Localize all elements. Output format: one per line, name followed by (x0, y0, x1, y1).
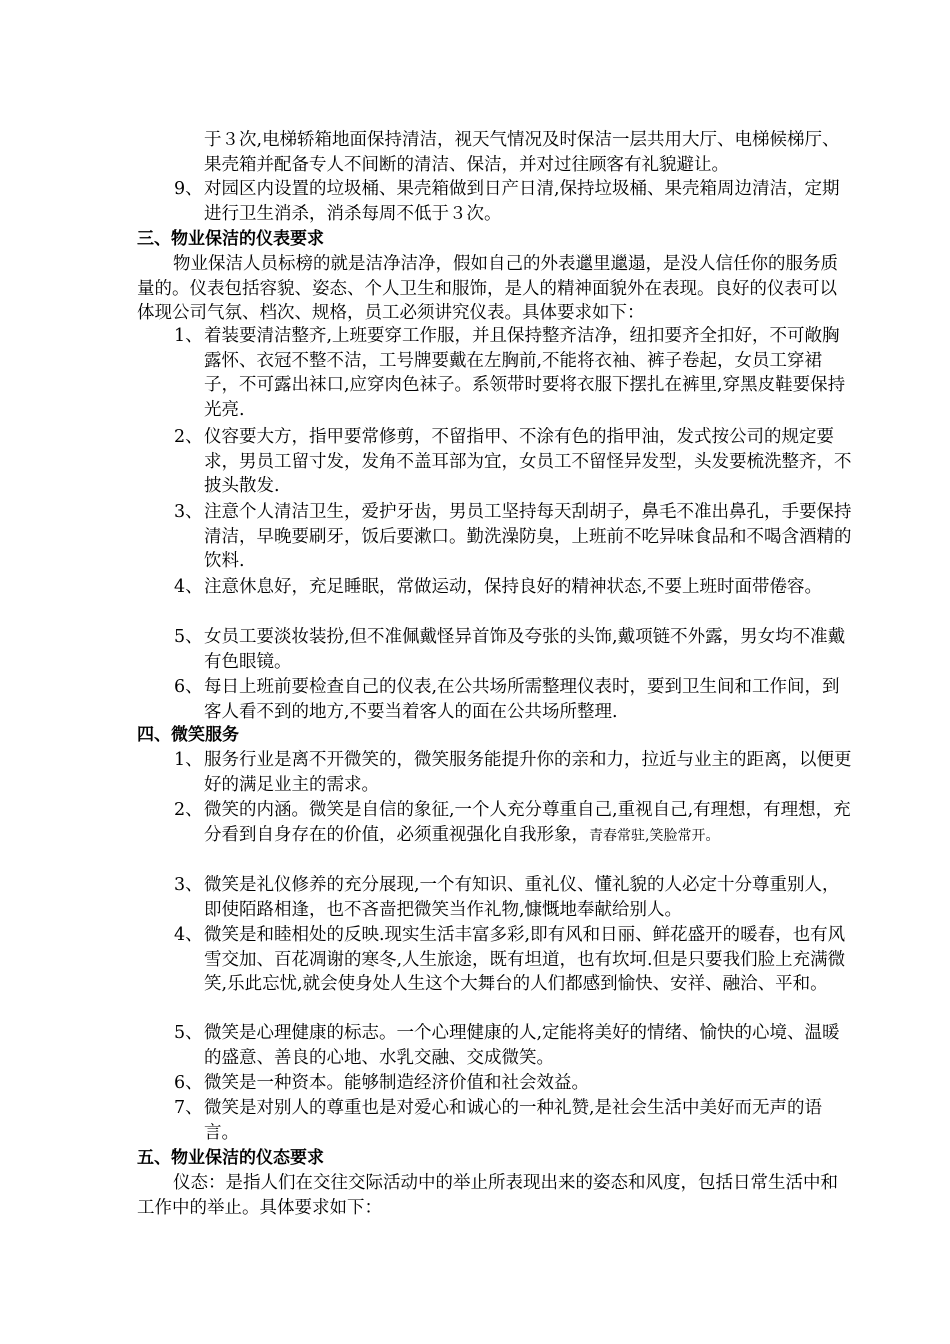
item-number: 4、 (174, 577, 203, 597)
item-number: 3、 (174, 875, 203, 895)
list-item (174, 798, 854, 848)
item-number: 2、 (174, 800, 203, 820)
list-item (174, 500, 854, 574)
item-number: 9、 (174, 179, 203, 199)
item-text: 对园区内设置的垃圾桶、果壳箱做到日产日清,保持垃圾桶、果壳箱周边清洁，定期进行卫生消杀，消杀每周不低于３次。 (204, 179, 840, 224)
list-item (174, 177, 854, 226)
item-text: 女员工要淡妆装扮,但不准佩戴怪异首饰及夸张的头饰,戴项链不外露，男女均不准戴有色眼镜。 (204, 627, 846, 672)
continued-item-text: 于３次,电梯轿箱地面保持清洁，视天气情况及时保洁一层共用大厅、电梯候梯厅、果壳箱并配备专人不间断的清洁、保洁，并对过往顾客有礼貌避让。 (204, 130, 840, 175)
section-heading-4: 四、微笑服务 (137, 725, 239, 745)
section-3-intro: 物业保洁人员标榜的就是洁净洁净，假如自己的外表邋里邋遢，是没人信任你的服务质量的。仪表包括容貌、姿态、个人卫生和服饰，是人的精神面貌外在表现。良好的仪表可以体现公司气氛、档次、规格，员工必须讲究仪表。具体要求如下： (137, 254, 838, 323)
section-5-intro: 仪态：是指人们在交往交际活动中的举止所表现出来的姿态和风度，包括日常生活中和工作中的举止。具体要求如下： (137, 1173, 838, 1218)
item-number: 3、 (174, 502, 203, 522)
list-item (174, 923, 854, 997)
list-item (174, 1071, 854, 1096)
list-item (174, 748, 854, 797)
list-item (174, 575, 854, 600)
item-number: 4、 (174, 925, 203, 945)
item-number: 5、 (174, 1023, 203, 1043)
item-text-main: 微笑的内涵。微笑是自信的象征,一个人充分尊重自己,重视自己,有理想，有理想，充分看到自身存在的价值，必须重视强化自我形象， (204, 800, 851, 845)
item-text (204, 798, 854, 848)
item-text-small: 青春常驻,笑脸常开。 (589, 827, 720, 844)
item-text: 着装要清洁整齐,上班要穿工作服，并且保持整齐洁净，纽扣要齐全扣好，不可敞胸露怀、衣冠不整不洁，工号牌要戴在左胸前,不能将衣袖、裤子卷起，女员工穿裙子，不可露出袜口,应穿肉色袜子。系领带时要将衣服下摆扎在裤里,穿黑皮鞋要保持光亮. (204, 326, 846, 420)
item-number: 6、 (174, 677, 203, 697)
item-number: 7、 (174, 1098, 203, 1118)
item-text: 微笑是心理健康的标志。一个心理健康的人,定能将美好的情绪、愉快的心境、温暖的盛意、善良的心地、水乳交融、交成微笑。 (204, 1023, 840, 1068)
item-text: 服务行业是离不开微笑的，微笑服务能提升你的亲和力，拉近与业主的距离，以便更好的满足业主的需求。 (204, 750, 852, 795)
item-text: 微笑是和睦相处的反映.现实生活丰富多彩,即有风和日丽、鲜花盛开的暖春，也有风雪交加、百花凋谢的寒冬,人生旅途，既有坦道，也有坎坷.但是只要我们脸上充满微笑,乐此忘忧,就会使身处人生这个大舞台的人们都感到愉快、安祥、融洽、平和。 (204, 925, 846, 994)
item-number: 2、 (174, 427, 203, 447)
list-item (174, 324, 854, 422)
list-item (174, 873, 854, 922)
item-number: 6、 (174, 1073, 203, 1093)
item-number: 1、 (174, 750, 203, 770)
list-item (174, 625, 854, 674)
item-text: 微笑是一种资本。能够制造经济价值和社会效益。 (204, 1073, 589, 1093)
item-text: 注意个人清洁卫生，爱护牙齿，男员工坚持每天刮胡子，鼻毛不准出鼻孔，手要保持清洁，早晚要刷牙，饭后要漱口。勤洗澡防臭，上班前不吃异味食品和不喝含酒精的饮料. (204, 502, 852, 571)
section-heading-5: 五、物业保洁的仪态要求 (137, 1148, 324, 1168)
section-heading-3: 三、物业保洁的仪表要求 (137, 229, 324, 249)
item-text: 微笑是礼仪修养的充分展现,一个有知识、重礼仪、懂礼貌的人必定十分尊重别人，即使陌路相逢，也不吝啬把微笑当作礼物,慷慨地奉献给别人。 (204, 875, 840, 920)
item-text: 注意休息好，充足睡眠，常做运动，保持良好的精神状态,不要上班时面带倦容。 (204, 577, 823, 597)
list-item (174, 425, 854, 499)
item-text: 每日上班前要检查自己的仪表,在公共场所需整理仪表时，要到卫生间和工作间，到客人看不到的地方,不要当着客人的面在公共场所整理. (204, 677, 840, 722)
item-text: 仪容要大方，指甲要常修剪，不留指甲、不涂有色的指甲油，发式按公司的规定要求，男员工留寸发，发角不盖耳部为宜，女员工不留怪异发型，头发要梳洗整齐，不披头散发. (204, 427, 852, 496)
list-item (174, 1021, 854, 1070)
list-item (174, 675, 854, 724)
item-number: 5、 (174, 627, 203, 647)
list-item (174, 1096, 854, 1145)
item-text: 微笑是对别人的尊重也是对爱心和诚心的一种礼赞,是社会生活中美好而无声的语言。 (204, 1098, 823, 1143)
item-number: 1、 (174, 326, 203, 346)
